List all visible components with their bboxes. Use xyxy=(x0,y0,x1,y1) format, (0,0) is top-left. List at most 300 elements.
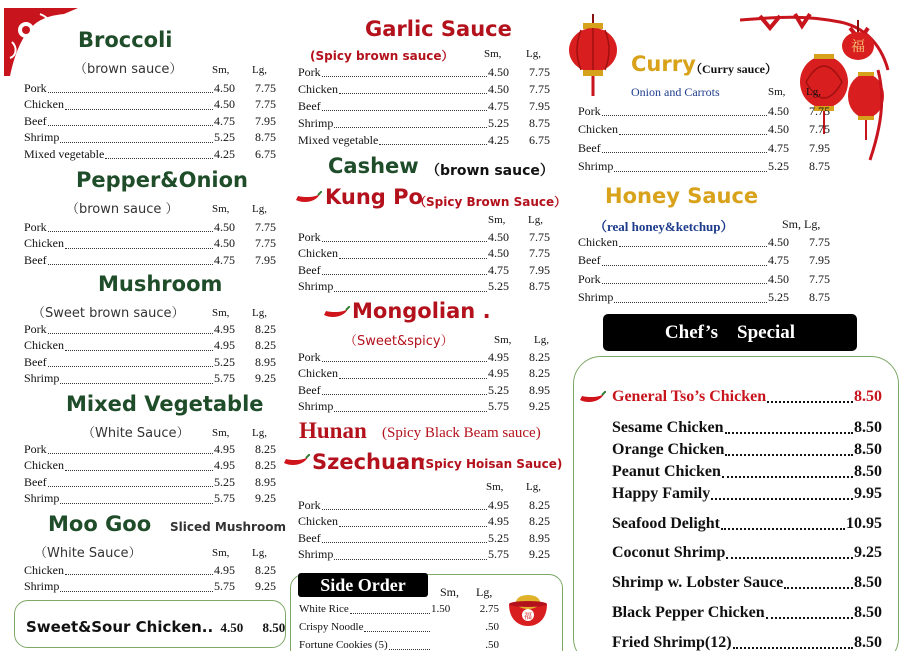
dot-leader xyxy=(48,444,213,454)
dish-price: 10.95 xyxy=(846,515,882,532)
price-small: 4.75 xyxy=(488,262,509,277)
dot-leader xyxy=(65,461,213,471)
dot-leader xyxy=(65,100,213,110)
dish-price: 8.50 xyxy=(854,634,882,651)
price-large: 9.25 xyxy=(255,491,276,506)
gold-ingot-bowl-icon xyxy=(505,590,551,628)
price-small: 4.95 xyxy=(488,497,509,512)
price-large: 9.25 xyxy=(529,399,550,414)
price-small: 4.95 xyxy=(214,321,235,336)
item-name: White Rice xyxy=(299,603,349,615)
item-name: Pork xyxy=(298,64,321,79)
menu-row xyxy=(298,229,550,245)
section-title: Mushroom xyxy=(98,272,223,296)
price-large: 9.25 xyxy=(255,579,276,594)
chef-row xyxy=(612,483,882,505)
price-large: 7.75 xyxy=(809,271,830,286)
chef-row xyxy=(612,439,882,461)
item-name: Beef xyxy=(298,98,321,113)
item-name: Pork xyxy=(298,349,321,364)
price-large: 8.25 xyxy=(255,321,276,336)
menu-row xyxy=(578,122,830,138)
item-name: Beef xyxy=(24,354,47,369)
price-large: 7.95 xyxy=(255,252,276,267)
section-sauce: （White Sauce） xyxy=(82,426,190,441)
price-small: 4.95 xyxy=(488,349,509,364)
price-small: 4.75 xyxy=(214,252,235,267)
fu-character: 福 xyxy=(851,39,865,55)
sm-header: Sm, xyxy=(488,214,506,226)
price-small: 5.25 xyxy=(214,474,235,489)
dot-leader xyxy=(65,565,213,575)
price-large: 7.75 xyxy=(529,246,550,261)
item-name: Mixed vegetable xyxy=(24,146,105,161)
dot-leader xyxy=(721,518,845,530)
menu-row xyxy=(578,271,830,287)
item-name: Shrimp xyxy=(24,579,60,594)
menu-row xyxy=(24,113,276,129)
price-large: 8.25 xyxy=(529,349,550,364)
item-name: Shrimp xyxy=(578,159,614,173)
price-large: 7.75 xyxy=(529,81,550,96)
price-large: 7.95 xyxy=(529,262,550,277)
menu-row xyxy=(24,441,276,457)
price-large: 8.25 xyxy=(529,366,550,381)
lg-header: Lg, xyxy=(252,547,267,559)
menu-row xyxy=(298,98,550,114)
dot-leader xyxy=(725,444,853,456)
price-small: 4.50 xyxy=(488,64,509,79)
dish-name: Peanut Chicken xyxy=(612,463,721,480)
dot-leader xyxy=(65,341,213,351)
menu-row xyxy=(298,115,550,131)
price-small: 4.95 xyxy=(488,366,509,381)
menu-row xyxy=(298,349,550,365)
price-large: 8.75 xyxy=(809,159,830,173)
section-sauce: （Sweet brown sauce） xyxy=(32,306,185,321)
dot-leader xyxy=(48,255,213,265)
price-small: 4.50 xyxy=(768,234,789,249)
menu-row xyxy=(298,399,550,415)
smlg-header: Sm, Lg, xyxy=(782,217,821,231)
section-title: Curry xyxy=(631,52,696,76)
section-title: Pepper&Onion xyxy=(76,168,248,192)
item-name: Beef xyxy=(24,474,47,489)
price-small: 4.95 xyxy=(488,514,509,529)
price-small: 5.75 xyxy=(214,491,235,506)
dot-leader xyxy=(105,149,213,159)
dot-leader xyxy=(350,604,430,614)
price-large: .50 xyxy=(485,621,499,633)
price-small: 4.75 xyxy=(214,113,235,128)
dot-leader xyxy=(322,385,487,395)
chef-row xyxy=(612,461,882,483)
price-small: 5.75 xyxy=(214,579,235,594)
dot-leader xyxy=(322,101,487,111)
section-sauce: (Spicy brown sauce） xyxy=(310,49,454,63)
menu-row xyxy=(298,514,550,530)
item-name: Beef xyxy=(578,140,601,155)
lg-header: Lg, xyxy=(534,334,549,346)
dish-name: General Tso’s Chicken xyxy=(612,388,767,405)
menu-row xyxy=(299,637,499,651)
dot-leader xyxy=(334,402,487,412)
dot-leader xyxy=(48,477,213,487)
sm-header: Sm, xyxy=(768,86,786,98)
dish-name: Black Pepper Chicken xyxy=(612,604,765,621)
chef-special-banner: Chef’s Special xyxy=(603,314,857,351)
sweet-sour-sm: 4.50 xyxy=(220,620,244,635)
menu-row xyxy=(24,338,276,354)
section-title: Cashew xyxy=(328,154,419,178)
section-sauce: （White Sauce） xyxy=(34,546,142,561)
item-name: Shrimp xyxy=(298,399,334,414)
price-small: 4.50 xyxy=(768,271,789,286)
dot-leader xyxy=(766,607,853,619)
price-large: 7.95 xyxy=(809,253,830,268)
price-large: 6.75 xyxy=(529,132,550,147)
price-small: 5.25 xyxy=(768,290,789,305)
price-large: 8.75 xyxy=(529,279,550,294)
menu-row xyxy=(298,382,550,398)
price-small: 4.95 xyxy=(214,458,235,473)
dish-name: Shrimp w. Lobster Sauce xyxy=(612,574,784,591)
chef-row xyxy=(612,417,882,439)
menu-row xyxy=(24,130,276,146)
item-name: Chicken xyxy=(298,366,338,381)
chili-pepper-icon xyxy=(578,391,606,405)
side-order-sm-header: Sm, xyxy=(440,585,460,599)
section-title: Mongolian . xyxy=(352,299,491,323)
menu-row xyxy=(578,253,830,269)
dish-name: Coconut Shrimp xyxy=(612,544,726,561)
item-name: Pork xyxy=(298,229,321,244)
dot-leader xyxy=(322,500,487,510)
dot-leader xyxy=(602,256,767,266)
price-large: 7.75 xyxy=(809,122,830,136)
price-small: 5.75 xyxy=(488,547,509,562)
menu-row xyxy=(299,619,499,635)
sm-header: Sm, xyxy=(212,547,230,559)
dish-name: Fried Shrimp(12) xyxy=(612,634,732,651)
dot-leader xyxy=(614,293,767,303)
lg-header: Lg, xyxy=(526,481,541,493)
dot-leader xyxy=(48,222,213,232)
corner-ornament-icon xyxy=(4,8,78,76)
price-small: 5.25 xyxy=(488,115,509,130)
item-name: Shrimp xyxy=(298,279,334,294)
price-large: 7.95 xyxy=(255,113,276,128)
sweet-sour-row xyxy=(26,618,285,636)
item-name: Chicken xyxy=(298,81,338,96)
price-small: 4.95 xyxy=(214,562,235,577)
price-small: 4.95 xyxy=(214,441,235,456)
sm-header: Sm, xyxy=(212,203,230,215)
price-large: 8.25 xyxy=(255,338,276,353)
section-title: Honey Sauce xyxy=(605,184,759,208)
section-sauce: （Sweet&spicy） xyxy=(344,334,454,349)
menu-row xyxy=(578,159,830,175)
chef-row xyxy=(612,513,882,535)
lg-header: Lg, xyxy=(806,86,821,98)
price-small: 4.50 xyxy=(488,81,509,96)
menu-row xyxy=(24,354,276,370)
price-large: 8.25 xyxy=(255,458,276,473)
price-small: 4.25 xyxy=(214,146,235,161)
price-large: 8.75 xyxy=(529,115,550,130)
item-name: Pork xyxy=(24,80,47,95)
dot-leader xyxy=(48,324,213,334)
price-small: 5.25 xyxy=(214,354,235,369)
side-order-title: Side Order xyxy=(298,573,428,597)
price-large: 7.75 xyxy=(809,234,830,249)
price-small: 5.25 xyxy=(214,130,235,145)
side-order-lg-header: Lg, xyxy=(476,585,493,599)
price-small: 4.50 xyxy=(214,219,235,234)
dot-leader xyxy=(364,622,430,632)
price-small: 4.50 xyxy=(214,97,235,112)
dot-leader xyxy=(65,239,213,249)
dot-leader xyxy=(322,67,487,77)
menu-row xyxy=(578,140,830,156)
menu-row xyxy=(298,81,550,97)
price-large: 8.95 xyxy=(529,382,550,397)
dot-leader xyxy=(339,517,487,527)
menu-row xyxy=(24,562,276,578)
section-title: Szechuan xyxy=(312,450,426,474)
dot-leader xyxy=(379,135,487,145)
item-name: Chicken xyxy=(578,122,618,136)
price-small: 5.75 xyxy=(488,399,509,414)
price-large: 6.75 xyxy=(255,146,276,161)
item-name: Pork xyxy=(578,103,601,118)
section-sauce: (Spicy Black Beam sauce) xyxy=(382,425,541,441)
lg-header: Lg, xyxy=(252,307,267,319)
chef-row xyxy=(612,632,882,651)
dot-leader xyxy=(48,116,213,126)
item-name: Mixed vegetable xyxy=(298,132,379,147)
dish-name: Happy Family xyxy=(612,485,711,502)
menu-row xyxy=(24,219,276,235)
sm-header: Sm, xyxy=(494,334,512,346)
price-large: 7.95 xyxy=(529,98,550,113)
price-small: 1.50 xyxy=(431,603,451,615)
item-name: Chicken xyxy=(298,246,338,261)
price-large: 7.75 xyxy=(255,80,276,95)
menu-row xyxy=(298,132,550,148)
price-small: 5.25 xyxy=(488,382,509,397)
menu-row xyxy=(578,234,830,250)
dish-price: 9.95 xyxy=(854,485,882,502)
price-small: 4.75 xyxy=(768,140,789,155)
menu-row xyxy=(299,601,499,617)
sweet-sour-lg: 8.50 xyxy=(262,620,286,635)
dot-leader xyxy=(602,106,767,116)
menu-row xyxy=(24,458,276,474)
section-sauce: （Spicy Brown Sauce） xyxy=(414,195,567,209)
section-sauce: （Curry sauce） xyxy=(690,62,777,76)
bowl-fu-character: 福 xyxy=(524,611,532,621)
red-lantern-icon xyxy=(565,14,621,96)
dot-leader xyxy=(725,422,853,434)
sm-header: Sm, xyxy=(212,64,230,76)
dot-leader xyxy=(322,352,487,362)
dish-price: 8.50 xyxy=(854,574,882,591)
price-large: 7.75 xyxy=(529,229,550,244)
lg-header: Lg, xyxy=(528,214,543,226)
item-name: Beef xyxy=(298,530,321,545)
price-large: 8.75 xyxy=(809,290,830,305)
lg-header: Lg, xyxy=(252,203,267,215)
menu-row xyxy=(298,279,550,295)
dish-name: Sesame Chicken xyxy=(612,419,724,436)
section-subtitle: Onion and Carrots xyxy=(631,85,720,99)
item-name: Chicken xyxy=(24,236,64,251)
menu-row xyxy=(298,246,550,262)
price-large: 7.75 xyxy=(255,236,276,251)
section-title: Mixed Vegetable xyxy=(66,392,264,416)
section-title: Broccoli xyxy=(78,28,173,52)
chili-pepper-icon xyxy=(282,454,310,468)
price-large: 7.75 xyxy=(529,64,550,79)
dot-leader xyxy=(602,143,767,153)
menu-row xyxy=(24,321,276,337)
dot-leader xyxy=(619,237,767,247)
price-small: 4.25 xyxy=(488,132,509,147)
dot-leader xyxy=(48,357,213,367)
price-large: 7.75 xyxy=(255,219,276,234)
section-sauce: （brown sauce ） xyxy=(66,202,179,217)
section-title: Hunan xyxy=(299,418,367,443)
dot-leader xyxy=(602,274,767,284)
lg-header: Lg, xyxy=(526,48,541,60)
price-small: 4.50 xyxy=(768,103,789,118)
sm-header: Sm, xyxy=(212,307,230,319)
section-sauce: （brown sauce） xyxy=(74,62,183,77)
dot-leader xyxy=(322,232,487,242)
price-large: 8.95 xyxy=(255,474,276,489)
price-small: 4.50 xyxy=(488,246,509,261)
menu-row xyxy=(298,366,550,382)
item-name: Shrimp xyxy=(24,130,60,145)
dish-price: 9.25 xyxy=(854,544,882,561)
section-title: Kung Po xyxy=(325,185,423,209)
price-large: 8.95 xyxy=(255,354,276,369)
dot-leader xyxy=(334,118,487,128)
price-small: 4.50 xyxy=(214,80,235,95)
chili-pepper-icon xyxy=(294,191,322,205)
dot-leader xyxy=(322,533,487,543)
price-large: 9.25 xyxy=(529,547,550,562)
item-name: Pork xyxy=(298,497,321,512)
menu-row xyxy=(24,474,276,490)
dot-leader xyxy=(389,640,430,650)
menu-row xyxy=(298,547,550,563)
dish-price: 8.50 xyxy=(854,463,882,480)
menu-row xyxy=(24,80,276,96)
section-sauce: （brown sauce） xyxy=(426,163,554,179)
price-large: .50 xyxy=(485,639,499,651)
price-large: 8.75 xyxy=(255,130,276,145)
price-large: 8.25 xyxy=(529,497,550,512)
chili-pepper-icon xyxy=(322,306,350,320)
dot-leader xyxy=(60,582,213,592)
dot-leader xyxy=(48,83,213,93)
menu-row xyxy=(298,497,550,513)
price-large: 8.95 xyxy=(529,530,550,545)
dot-leader xyxy=(733,637,853,649)
item-name: Chicken xyxy=(298,514,338,529)
sweet-sour-name: Sweet&Sour Chicken.. xyxy=(26,618,214,636)
menu-row xyxy=(578,103,830,119)
price-small: 5.25 xyxy=(768,159,789,173)
price-small: 5.25 xyxy=(488,279,509,294)
price-large: 8.25 xyxy=(529,514,550,529)
lg-header: Lg, xyxy=(252,427,267,439)
price-large: 8.25 xyxy=(255,441,276,456)
item-name: Pork xyxy=(24,321,47,336)
dot-leader xyxy=(322,265,487,275)
dot-leader xyxy=(60,133,213,143)
dot-leader xyxy=(60,494,213,504)
menu-row xyxy=(24,252,276,268)
dot-leader xyxy=(334,550,487,560)
lg-header: Lg, xyxy=(252,64,267,76)
menu-row xyxy=(24,371,276,387)
menu-row xyxy=(24,97,276,113)
item-name: Chicken xyxy=(24,338,64,353)
menu-row xyxy=(24,146,276,162)
dot-leader xyxy=(784,577,853,589)
menu-row xyxy=(298,64,550,80)
price-small: 4.50 xyxy=(768,122,789,136)
dish-price: 8.50 xyxy=(854,419,882,436)
chef-row xyxy=(612,572,882,594)
price-small: 5.75 xyxy=(214,371,235,386)
dish-name: Orange Chicken xyxy=(612,441,725,458)
item-name: Shrimp xyxy=(24,491,60,506)
dot-leader xyxy=(339,369,487,379)
dot-leader xyxy=(339,84,487,94)
item-name: Shrimp xyxy=(578,290,614,305)
item-name: Beef xyxy=(24,113,47,128)
item-name: Beef xyxy=(298,382,321,397)
dish-name: Seafood Delight xyxy=(612,515,720,532)
menu-row xyxy=(24,491,276,507)
dot-leader xyxy=(619,125,767,135)
price-large: 7.95 xyxy=(809,140,830,155)
item-name: Beef xyxy=(578,253,601,268)
item-name: Shrimp xyxy=(298,547,334,562)
section-sauce: （real honey&ketchup） xyxy=(594,219,734,234)
section-sauce: (Spicy Hoisan Sauce) xyxy=(420,457,563,471)
price-large: 2.75 xyxy=(479,603,499,615)
item-name: Chicken xyxy=(24,458,64,473)
item-name: Chicken xyxy=(24,97,64,112)
item-name: Shrimp xyxy=(298,115,334,130)
item-name: Pork xyxy=(578,271,601,286)
item-name: Pork xyxy=(24,441,47,456)
item-name: Beef xyxy=(24,252,47,267)
price-small: 4.50 xyxy=(214,236,235,251)
price-small: 4.95 xyxy=(214,338,235,353)
chef-row xyxy=(612,602,882,624)
dot-leader xyxy=(767,391,853,403)
item-name: Chicken xyxy=(24,562,64,577)
price-large: 8.25 xyxy=(255,562,276,577)
price-large: 9.25 xyxy=(255,371,276,386)
dot-leader xyxy=(334,282,487,292)
